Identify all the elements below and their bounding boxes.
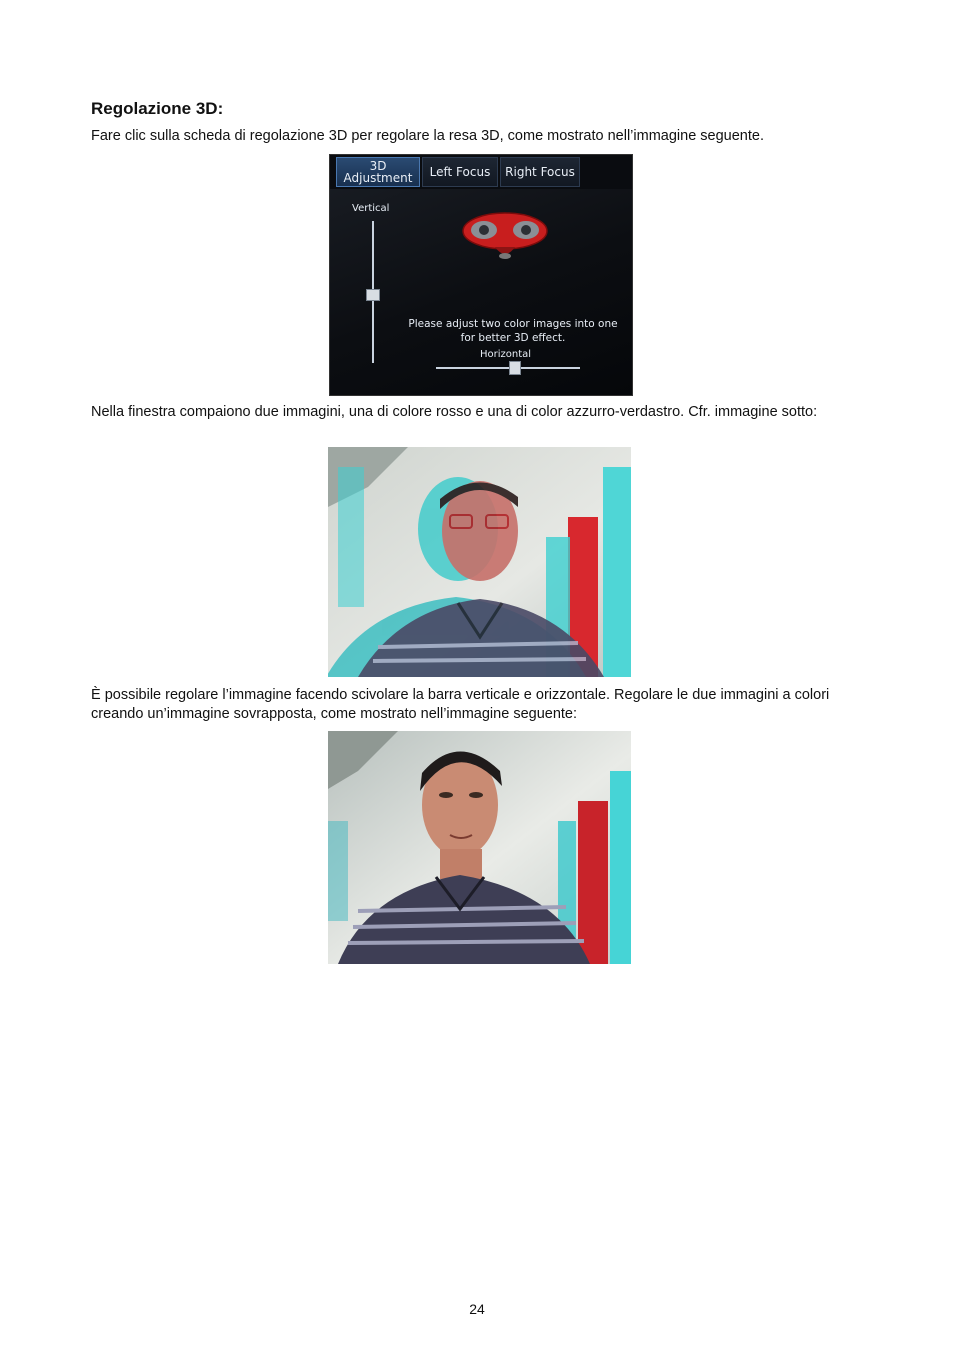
section-heading: Regolazione 3D: — [91, 99, 224, 118]
closing-paragraph: È possibile regolare l’immagine facendo scivolare la barra verticale e orizzontale. Regolare le due immagini a colori creando un’immagine sovrapposta, come mostrato nell’immagine seguente: — [91, 687, 830, 722]
anaglyph-misaligned-photo — [328, 447, 631, 677]
tab-right-focus[interactable]: Right Focus — [500, 157, 580, 187]
page-number: 24 — [469, 1301, 485, 1317]
hint-text — [400, 317, 626, 345]
vertical-label: Vertical — [352, 203, 390, 214]
tab-3d-adjustment[interactable] — [336, 157, 420, 187]
horizontal-slider-track[interactable] — [436, 367, 580, 369]
tab-3d-label-line2: Adjustment — [343, 171, 413, 185]
intro-paragraph: Fare clic sulla scheda di regolazione 3D per regolare la resa 3D, come mostrato nell’immagine seguente. — [91, 128, 764, 144]
hint-line-2: for better 3D effect. — [460, 332, 566, 344]
anaglyph-aligned-photo — [328, 731, 631, 964]
tab-3d-label-line1: 3D — [369, 159, 387, 173]
3d-glasses-mask-icon — [460, 209, 550, 265]
hint-line-1: Please adjust two color images into one — [408, 318, 618, 330]
tab-left-focus[interactable]: Left Focus — [422, 157, 498, 187]
horizontal-label: Horizontal — [480, 349, 532, 360]
vertical-slider-thumb[interactable] — [366, 289, 380, 301]
horizontal-slider-thumb[interactable] — [509, 361, 521, 375]
3d-adjustment-panel — [329, 154, 633, 396]
middle-paragraph: Nella finestra compaiono due immagini, una di colore rosso e una di color azzurro-verdastro. Cfr. immagine sotto: — [91, 404, 818, 420]
tab-bar — [330, 155, 632, 189]
